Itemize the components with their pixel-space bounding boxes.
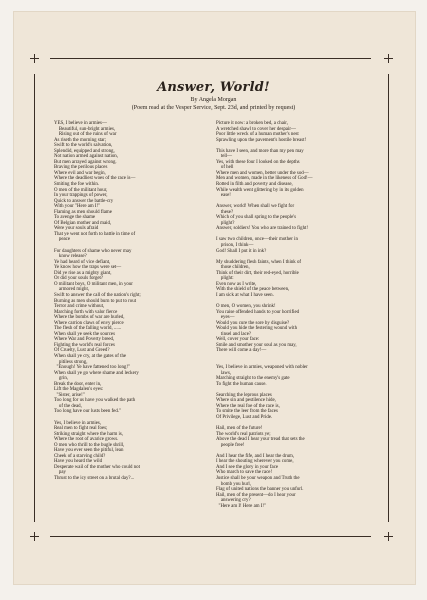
poem-right-line: Who march to save the race!: [216, 470, 273, 476]
poem-left-line: To avenge the shame: [54, 215, 96, 221]
poem-right-line: Think of their dirt, their red-eyed, horrible: [216, 270, 299, 276]
poem-right-line: God! Shall I put it in ink?: [216, 248, 267, 254]
poem-left-line: With your "Here am I!": [54, 204, 101, 210]
poem-right-line: Would you hide the festering wound with: [216, 326, 298, 332]
poem-right-line: Well, cover your face:: [216, 337, 260, 343]
poem-left-line: Have you heard the wild: [54, 459, 103, 465]
poem-left-line: But men arrayed against wrong.: [54, 159, 117, 165]
poem-left-line: pitiless strong,: [54, 359, 88, 365]
bottom-border-rule: [50, 536, 371, 537]
poem-left-line: Smiting the foe within.: [54, 182, 100, 188]
poem-right-line: While wealth went glittering by in its golden: [216, 187, 304, 193]
poem-title: Answer, World!: [157, 80, 270, 95]
poem-right-line: Hail, men of the future!: [216, 426, 263, 432]
poem-left-line: Of Belgian mother and maid,: [54, 220, 112, 226]
poem-right-line: To fight the human cause.: [216, 381, 267, 387]
left-border-rule: [34, 74, 35, 522]
poem-left-line: Did ye rise as a mighty giant,: [54, 270, 112, 276]
poem-left-line: Thrust to the icy street on a brutal day?...: [54, 476, 135, 481]
poem-left-line: Where carrion claws of envy pierce: [54, 320, 124, 326]
poem-right-line: answering cry?: [216, 498, 251, 504]
corner-ornament-bottom-right: [384, 532, 393, 541]
poem-right-line: Marching straight to the enemy's gate: [216, 376, 290, 382]
poem-right-column: [216, 121, 376, 509]
poem-left-line: "Enough! Ye have fattened too long!": [54, 365, 130, 371]
poem-left-line: pay: [54, 470, 66, 476]
poem-right-line: Hail, men of the present—do I hear your: [216, 492, 296, 498]
poem-left-line: Ye know how the traps were set—: [54, 265, 122, 271]
poem-right-line: Where men and women, better under the sod—: [216, 170, 309, 176]
poem-left-line: O men who thrill to the bugle shrill,: [54, 442, 125, 448]
corner-ornament-top-left: [30, 54, 39, 63]
poem-right-line: those children,: [216, 265, 250, 271]
poem-left-line: Splendid, equipped and strong,: [54, 148, 115, 154]
poem-left-column: [54, 121, 204, 482]
poem-right-line: Sprawling upon the pavement's hostile breast!: [216, 137, 307, 143]
poem-left-line: peace: [54, 237, 71, 243]
poem-left-line: When shall ye cry, at the gates of the: [54, 353, 127, 359]
poem-left-line: Burning as men should burn to put to rout: [54, 298, 137, 304]
poem-left-line: Flaming as men should flame: [54, 209, 112, 215]
poem-left-line: Break the door, enter in,: [54, 381, 102, 387]
poem-left-line: Desperate wail of the mother who could not: [54, 464, 140, 470]
poem-right-line: Justice shall be your weapon and Truth the: [216, 476, 300, 481]
corner-ornament-top-right: [384, 54, 393, 63]
poem-right-line: I saw two children, once—their mother in: [216, 237, 298, 243]
poem-left-line: armored might,: [54, 287, 90, 293]
poem-left-line: Where the deadliest woes of the race is—: [54, 176, 136, 182]
poem-right-line: And I see the glory in your face: [216, 464, 279, 470]
poem-left-line: Not nation armed against nation,: [54, 154, 118, 160]
poem-left-line: "Sister, arise!": [54, 392, 85, 398]
poem-left-line: Have you ever seen the pitiful, lean: [54, 448, 124, 454]
poem-right-line: Would you cure the sore by disguise?: [216, 320, 290, 326]
poem-right-line: laws,: [216, 370, 232, 376]
poem-right-line: plight:: [216, 276, 234, 282]
poem-left-line: Too long for us have you walked the path: [54, 398, 136, 404]
poem-right-line: Yes, with these four I looked on the depths: [216, 159, 300, 165]
poem-right-line: "Here am I! Here am I!": [216, 503, 267, 509]
poem-right-line: Of Privilege, Lust and Pride.: [216, 414, 273, 420]
poem-left-line: Where the bombs of war are hurled,: [54, 315, 125, 321]
poem-left-line: Rising out of the ruins of war: [54, 132, 117, 138]
poem-left-line: O men of the militant hour,: [54, 187, 108, 193]
poem-right-line: ease!: [216, 193, 231, 199]
poem-left-line: Where the root of avarice grows.: [54, 437, 119, 443]
poem-left-line: As riseth the morning star;: [54, 137, 107, 143]
poem-right-line: Flag of united nations the banner you unfurl.: [216, 487, 304, 493]
poem-right-line: This have I seen, and more than my pen may: [216, 148, 304, 154]
poem-right-line: Where sin and pestilence hide,: [216, 398, 276, 404]
poem-left-line: When shall ye seek the sources: [54, 331, 115, 337]
poem-left-line: The flesh of the falling world, ......: [54, 326, 122, 332]
poem-left-line: Striking straight where the harm is,: [54, 431, 123, 437]
poem-right-line: Picture it now: a broken bed, a chair,: [216, 121, 288, 126]
right-border-rule: [388, 74, 389, 522]
poem-right-line: The world's real patriots ye;: [216, 431, 271, 437]
poem-right-line: Even now as I write,: [216, 281, 257, 287]
poem-left-line: Beautiful, sun-bright armies,: [54, 126, 116, 132]
poem-right-line: eyes—: [216, 315, 235, 321]
poem-right-line: O men, O women, you shrink!: [216, 304, 276, 310]
poem-left-line: Swift to answer the call of the nation's right;: [54, 292, 141, 298]
poem-right-line: Men and women, made in the likeness of God!—: [216, 176, 313, 182]
poem-right-line: prison, I think—: [216, 243, 254, 249]
poem-right-line: people free!: [216, 442, 245, 448]
poem-left-line: Swift to the world's salvation,: [54, 143, 113, 149]
poem-right-line: Which of you shall spring to the people's: [216, 215, 297, 221]
poem-left-line: Yes, I believe in armies,: [54, 420, 102, 426]
poem-right-line: Yes, I believe in armies, weaponed with nobler: [216, 365, 308, 371]
poem-right-line: You raise offended hands to your horrified: [216, 309, 300, 315]
poem-right-line: Answer, world! When shall we fight for: [216, 204, 295, 210]
poem-left-line: That ye went not forth to battle in time of: [54, 231, 136, 237]
poem-right-line: To smite the leer from the faces: [216, 409, 278, 415]
poem-left-line: know release?: [54, 254, 87, 260]
poem-right-line: Searching the leprous places: [216, 392, 272, 398]
poem-right-line: of hell: [216, 165, 234, 171]
poem-right-line: these?: [216, 209, 234, 215]
poem-left-line: YES, I believe in armies—: [54, 121, 107, 126]
poem-left-line: For daughters of shame who never may: [54, 248, 132, 254]
poem-left-line: Marching forth with valor fierce: [54, 309, 118, 315]
poem-left-line: Braving the perilous places: [54, 165, 108, 171]
poem-author: By Angela Morgan: [190, 97, 237, 103]
poem-right-line: Where the real foe of the race is,: [216, 403, 280, 409]
poem-left-line: Real men to fight real foes;: [54, 426, 108, 432]
poem-right-line: I am sick at what I have seen.: [216, 292, 274, 298]
poem-right-line: With the shield of the peace between,: [216, 287, 290, 293]
poem-left-line: Were your souls afraid: [54, 226, 99, 232]
poem-left-line: In your trappings of power,: [54, 193, 108, 199]
poem-right-line: Smile and smother your soul as you may,: [216, 342, 297, 348]
poem-left-line: Ye had heard of vice defiant,: [54, 259, 111, 265]
poem-note: (Poem read at the Vesper Service, Sept. 23d, and printed by request): [131, 105, 296, 111]
poem-right-line: I hear the shouting wherever you come,: [216, 459, 294, 465]
poem-left-line: Of Cruelty, Lust and Greed?: [54, 348, 110, 354]
poem-left-line: Too long have our lusts been fed.": [54, 409, 121, 415]
poem-right-line: tinsel and lace?: [216, 331, 252, 337]
poem-left-line: Quick to answer the battle-cry: [54, 198, 114, 204]
poem-right-line: And I hear the fife, and I hear the drum,: [216, 453, 295, 459]
poem-right-line: Answer, soldiers! You who are trained to fight!: [216, 226, 309, 232]
poem-right-line: A wretched shawl to cover her despair—: [216, 126, 296, 132]
poem-left-line: Fighting the world's real forces: [54, 342, 115, 348]
poem-left-line: Or did your souls forget?: [54, 276, 104, 282]
poem-left-line: Where War and Poverty breed,: [54, 337, 115, 343]
poem-right-line: Above the dead I hear your tread that sets the: [216, 437, 305, 443]
poem-left-line: O militant boys, O militant men, in your: [54, 281, 133, 287]
poem-left-line: When shall ye go where shame and leckery: [54, 370, 139, 376]
top-border-rule: [50, 58, 371, 59]
poem-right-line: tell—: [216, 154, 233, 160]
poem-left-line: Lift the Magdalen's eyes:: [54, 387, 104, 393]
poem-left-line: Terror and crime without,: [54, 304, 105, 310]
poem-right-line: bomb you hurl,: [216, 481, 251, 487]
corner-ornament-bottom-left: [30, 532, 39, 541]
poem-right-line: Rotted in filth and poverty and disease,: [216, 182, 293, 188]
poem-left-line: grin,: [54, 376, 68, 382]
poem-left-line: of the dead,: [54, 403, 82, 409]
poem-right-line: There will come a day!—: [216, 348, 267, 354]
poem-left-line: Cheek of a starving child?: [54, 453, 106, 459]
poem-right-line: Poor little wreck of a human mother's nest: [216, 132, 299, 138]
poem-right-line: plight?: [216, 220, 235, 226]
poem-left-line: Where evil and war begin,: [54, 170, 106, 176]
poem-right-line: My shuddering flesh faints, when I think of: [216, 259, 302, 265]
